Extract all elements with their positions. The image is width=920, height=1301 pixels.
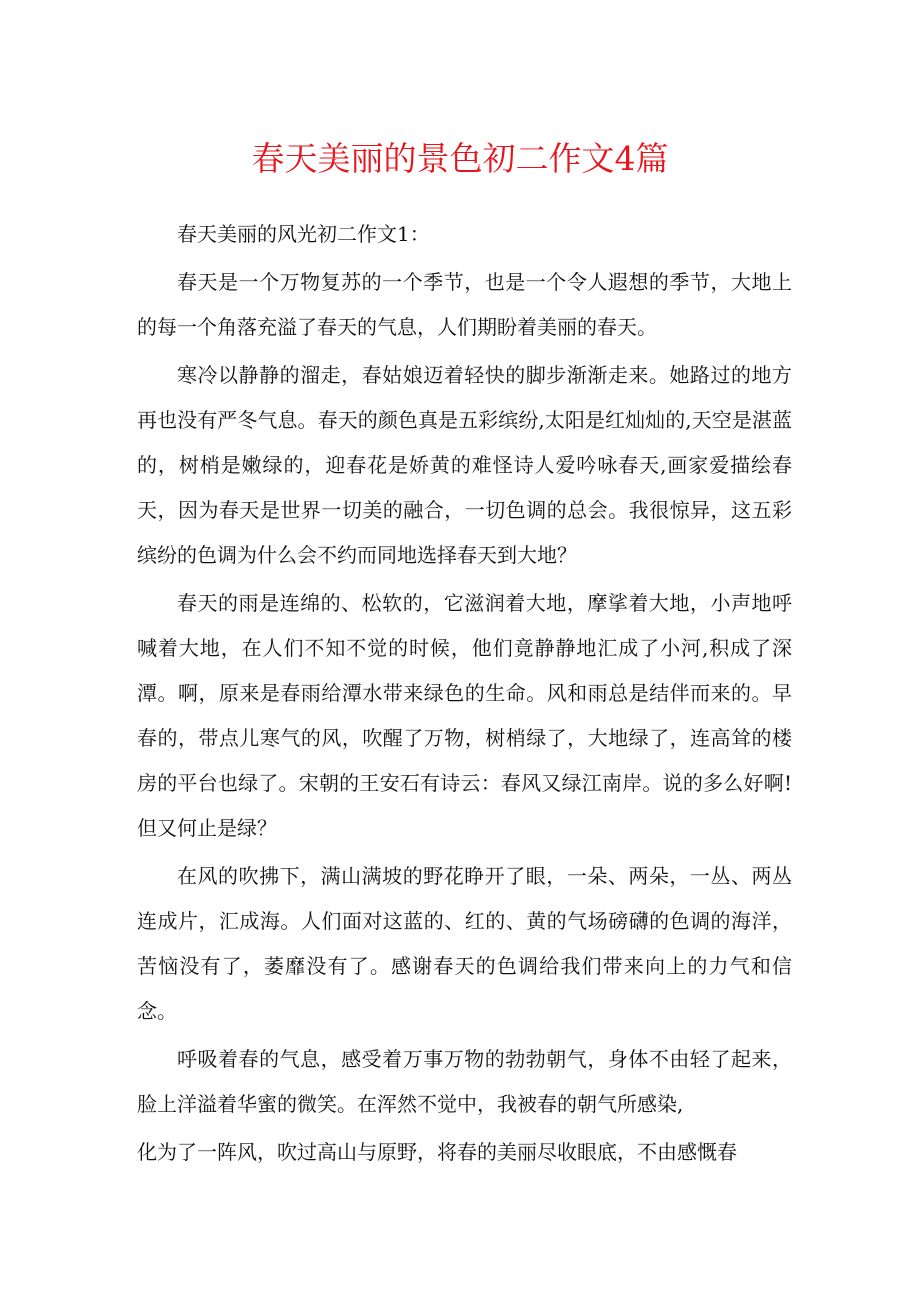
- paragraph-1: 春天是一个万物复苏的一个季节，也是一个令人遐想的季节，大地上的每一个角落充溢了春天的气息，人们期盼着美丽的春天。: [137, 270, 792, 339]
- paragraph-2: 寒冷以静静的溜走，春姑娘迈着轻快的脚步渐渐走来。她路过的地方再也没有严冬气息。春天的颜色真是五彩缤纷,太阳是红灿灿的,天空是湛蓝的，树梢是嫩绿的，迎春花是娇黄的难怪诗人爱吟咏春天,画家爱描绘春天，因为春天是世界一切美的融合，一切色调的总会。我很惊异，这五彩缤纷的色调为什么会不约而同地选择春天到大地？: [137, 363, 792, 567]
- section-heading: 春天美丽的风光初二作文1：: [177, 222, 430, 246]
- paragraph-3: 春天的雨是连绵的、松软的，它滋润着大地，摩挲着大地，小声地呼喊着大地，在人们不知不觉的时候，他们竟静静地汇成了小河,积成了深潭。啊，原来是春雨给潭水带来绿色的生命。风和雨总是结伴而来的。早春的，带点儿寒气的风，吹醒了万物，树梢绿了，大地绿了，连高耸的楼房的平台也绿了。宋朝的王安石有诗云：春风又绿江南岸。说的多么好啊!但又何止是绿？: [137, 591, 792, 840]
- paragraph-continuation: 化为了一阵风，吹过高山与原野，将春的美丽尽收眼底，不由感慨春: [137, 1140, 737, 1164]
- document-body: [137, 212, 792, 1174]
- paragraph-4: 在风的吹拂下，满山满坡的野花睁开了眼，一朵、两朵，一丛、两丛连成片，汇成海。人们面对这蓝的、红的、黄的气场磅礴的色调的海洋，苦恼没有了，萎靡没有了。感谢春天的色调给我们带来向上的力气和信念。: [137, 864, 792, 1023]
- paragraph-5: 呼吸着春的气息，感受着万事万物的勃勃朝气，身体不由轻了起来，脸上洋溢着华蜜的微笑。在浑然不觉中，我被春的朝气所感染,: [137, 1047, 792, 1116]
- document-title: 春天美丽的景色初二作文4篇: [251, 139, 669, 178]
